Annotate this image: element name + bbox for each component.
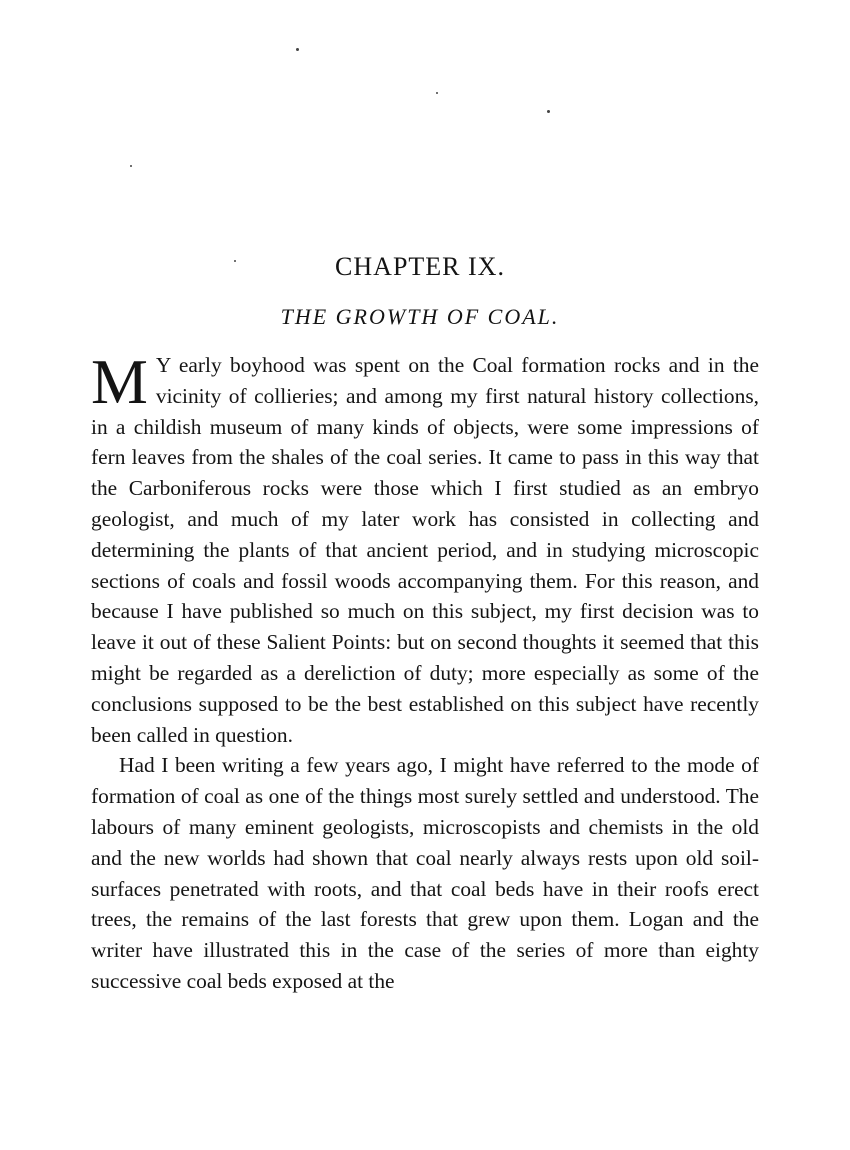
paragraph-1 — [91, 346, 759, 750]
paragraph-2: Had I been writing a few years ago, I might have referred to the mode of formation of coal as one of the things most surely settled and understood. The labours of many eminent geologists, microscopists and chemists in the old and the new worlds had shown that coal nearly always rests upon old soil-surfaces penetrated with roots, and that coal beds have in their roofs erect trees, the remains of the last forests that grew upon them. Logan and the writer have illustrated this in the case of the series of more than eighty successive coal beds exposed at the — [91, 753, 759, 993]
paragraph-1-text: Y early boyhood was spent on the Coal formation rocks and in the vicinity of collieries; and among my first natural history collections, in a childish museum of many kinds of objects, were some impressions of fern leaves from the shales of the coal series. It came to pass in this way that the Carboniferous rocks were those which I first studied as an embryo geologist, and much of my later work has consisted in collecting and determining the plants of that ancient period, and in studying microscopic sections of coals and fossil woods accompanying them. For this reason, and because I have published so much on this subject, my first decision was to leave it out of these Salient Points: but on second thoughts it seemed that this might be regarded as a dereliction of duty; more especially as some of the conclusions supposed to be the best established on this subject have recently been called in question. — [91, 353, 759, 747]
chapter-heading: CHAPTER IX. — [335, 252, 505, 281]
page-speck — [436, 92, 438, 94]
drop-cap: M — [91, 346, 148, 417]
page-speck — [296, 48, 299, 51]
chapter-title: THE GROWTH OF COAL. — [280, 304, 560, 329]
page-speck — [547, 110, 550, 113]
body-text — [91, 346, 759, 997]
page-speck — [130, 165, 132, 167]
